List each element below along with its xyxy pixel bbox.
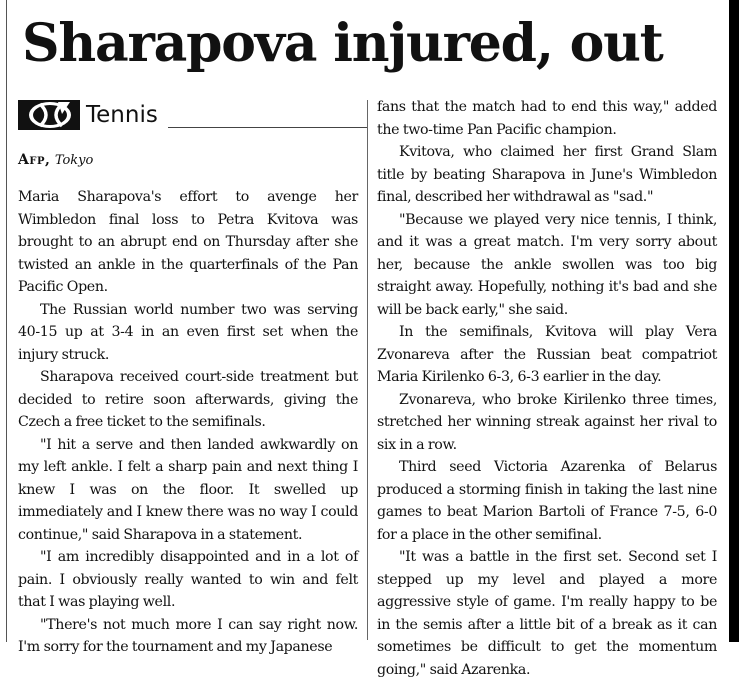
- left-margin-rule: [6, 0, 7, 642]
- section-label: Tennis: [86, 102, 158, 128]
- page-edge: [729, 0, 739, 642]
- paragraph: "There's not much more I can say right now. I'm sorry for the tournament and my Japanese: [18, 616, 358, 655]
- article-column-right: [377, 96, 717, 681]
- tennis-ball-icon: [18, 100, 80, 130]
- paragraph: In the semifinals, Kvitova will play Vera Zvonareva after the Russian beat compatriot Maria Kirilenko 6-3, 6-3 earlier in the day.: [377, 324, 717, 385]
- paragraph: "It was a battle in the first set. Second set I stepped up my level and played a more aggressive style of game. I'm really happy to be in the semis after a little bit of a break as it can sometimes be difficult to get the momentum going," said Azarenka.: [377, 549, 717, 678]
- paragraph: "I hit a serve and then landed awkwardly on my left ankle. I felt a sharp pain and next thing I knew I was on the floor. It swelled up immediately and I knew there was no way I could continue," said Sharapova in a statement.: [18, 436, 358, 543]
- paragraph: Third seed Victoria Azarenka of Belarus produced a storming finish in taking the last nine games to beat Marion Bartoli of France 7-5, 6-0 for a place in the other semifinal.: [377, 459, 717, 543]
- paragraph: "Because we played very nice tennis, I think, and it was a great match. I'm very sorry about her, because the ankle swollen was too big straight away. Hopefully, nothing it's bad and she will be back early," she said.: [377, 211, 717, 318]
- byline-agency: Afp,: [18, 152, 51, 168]
- byline-dateline: Tokyo: [54, 153, 94, 168]
- section-rule: [168, 127, 368, 128]
- byline: [18, 150, 93, 171]
- paragraph: fans that the match had to end this way," added the two-time Pan Pacific champion.: [377, 99, 717, 138]
- article-column-left: [18, 186, 358, 659]
- paragraph: Zvonareva, who broke Kirilenko three times, stretched her winning streak against her rival to six in a row.: [377, 391, 717, 453]
- paragraph: Kvitova, who claimed her first Grand Slam title by beating Sharapova in June's Wimbledon final, described her withdrawal as "sad.": [377, 144, 717, 205]
- headline: Sharapova injured, out: [22, 13, 663, 74]
- paragraph: "I am incredibly disappointed and in a lot of pain. I obviously really wanted to win and felt that I was playing well.: [18, 549, 358, 610]
- paragraph: Maria Sharapova's effort to avenge her Wimbledon final loss to Petra Kvitova was brought to an abrupt end on Thursday after she twisted an ankle in the quarterfinals of the Pan Pacific Open.: [18, 189, 358, 295]
- paragraph: The Russian world number two was serving 40-15 up at 3-4 in an even first set when the injury struck.: [18, 301, 358, 363]
- paragraph: Sharapova received court-side treatment but decided to retire soon afterwards, giving the Czech a free ticket to the semifinals.: [18, 369, 358, 430]
- section-header: [18, 98, 368, 134]
- column-divider: [367, 100, 368, 640]
